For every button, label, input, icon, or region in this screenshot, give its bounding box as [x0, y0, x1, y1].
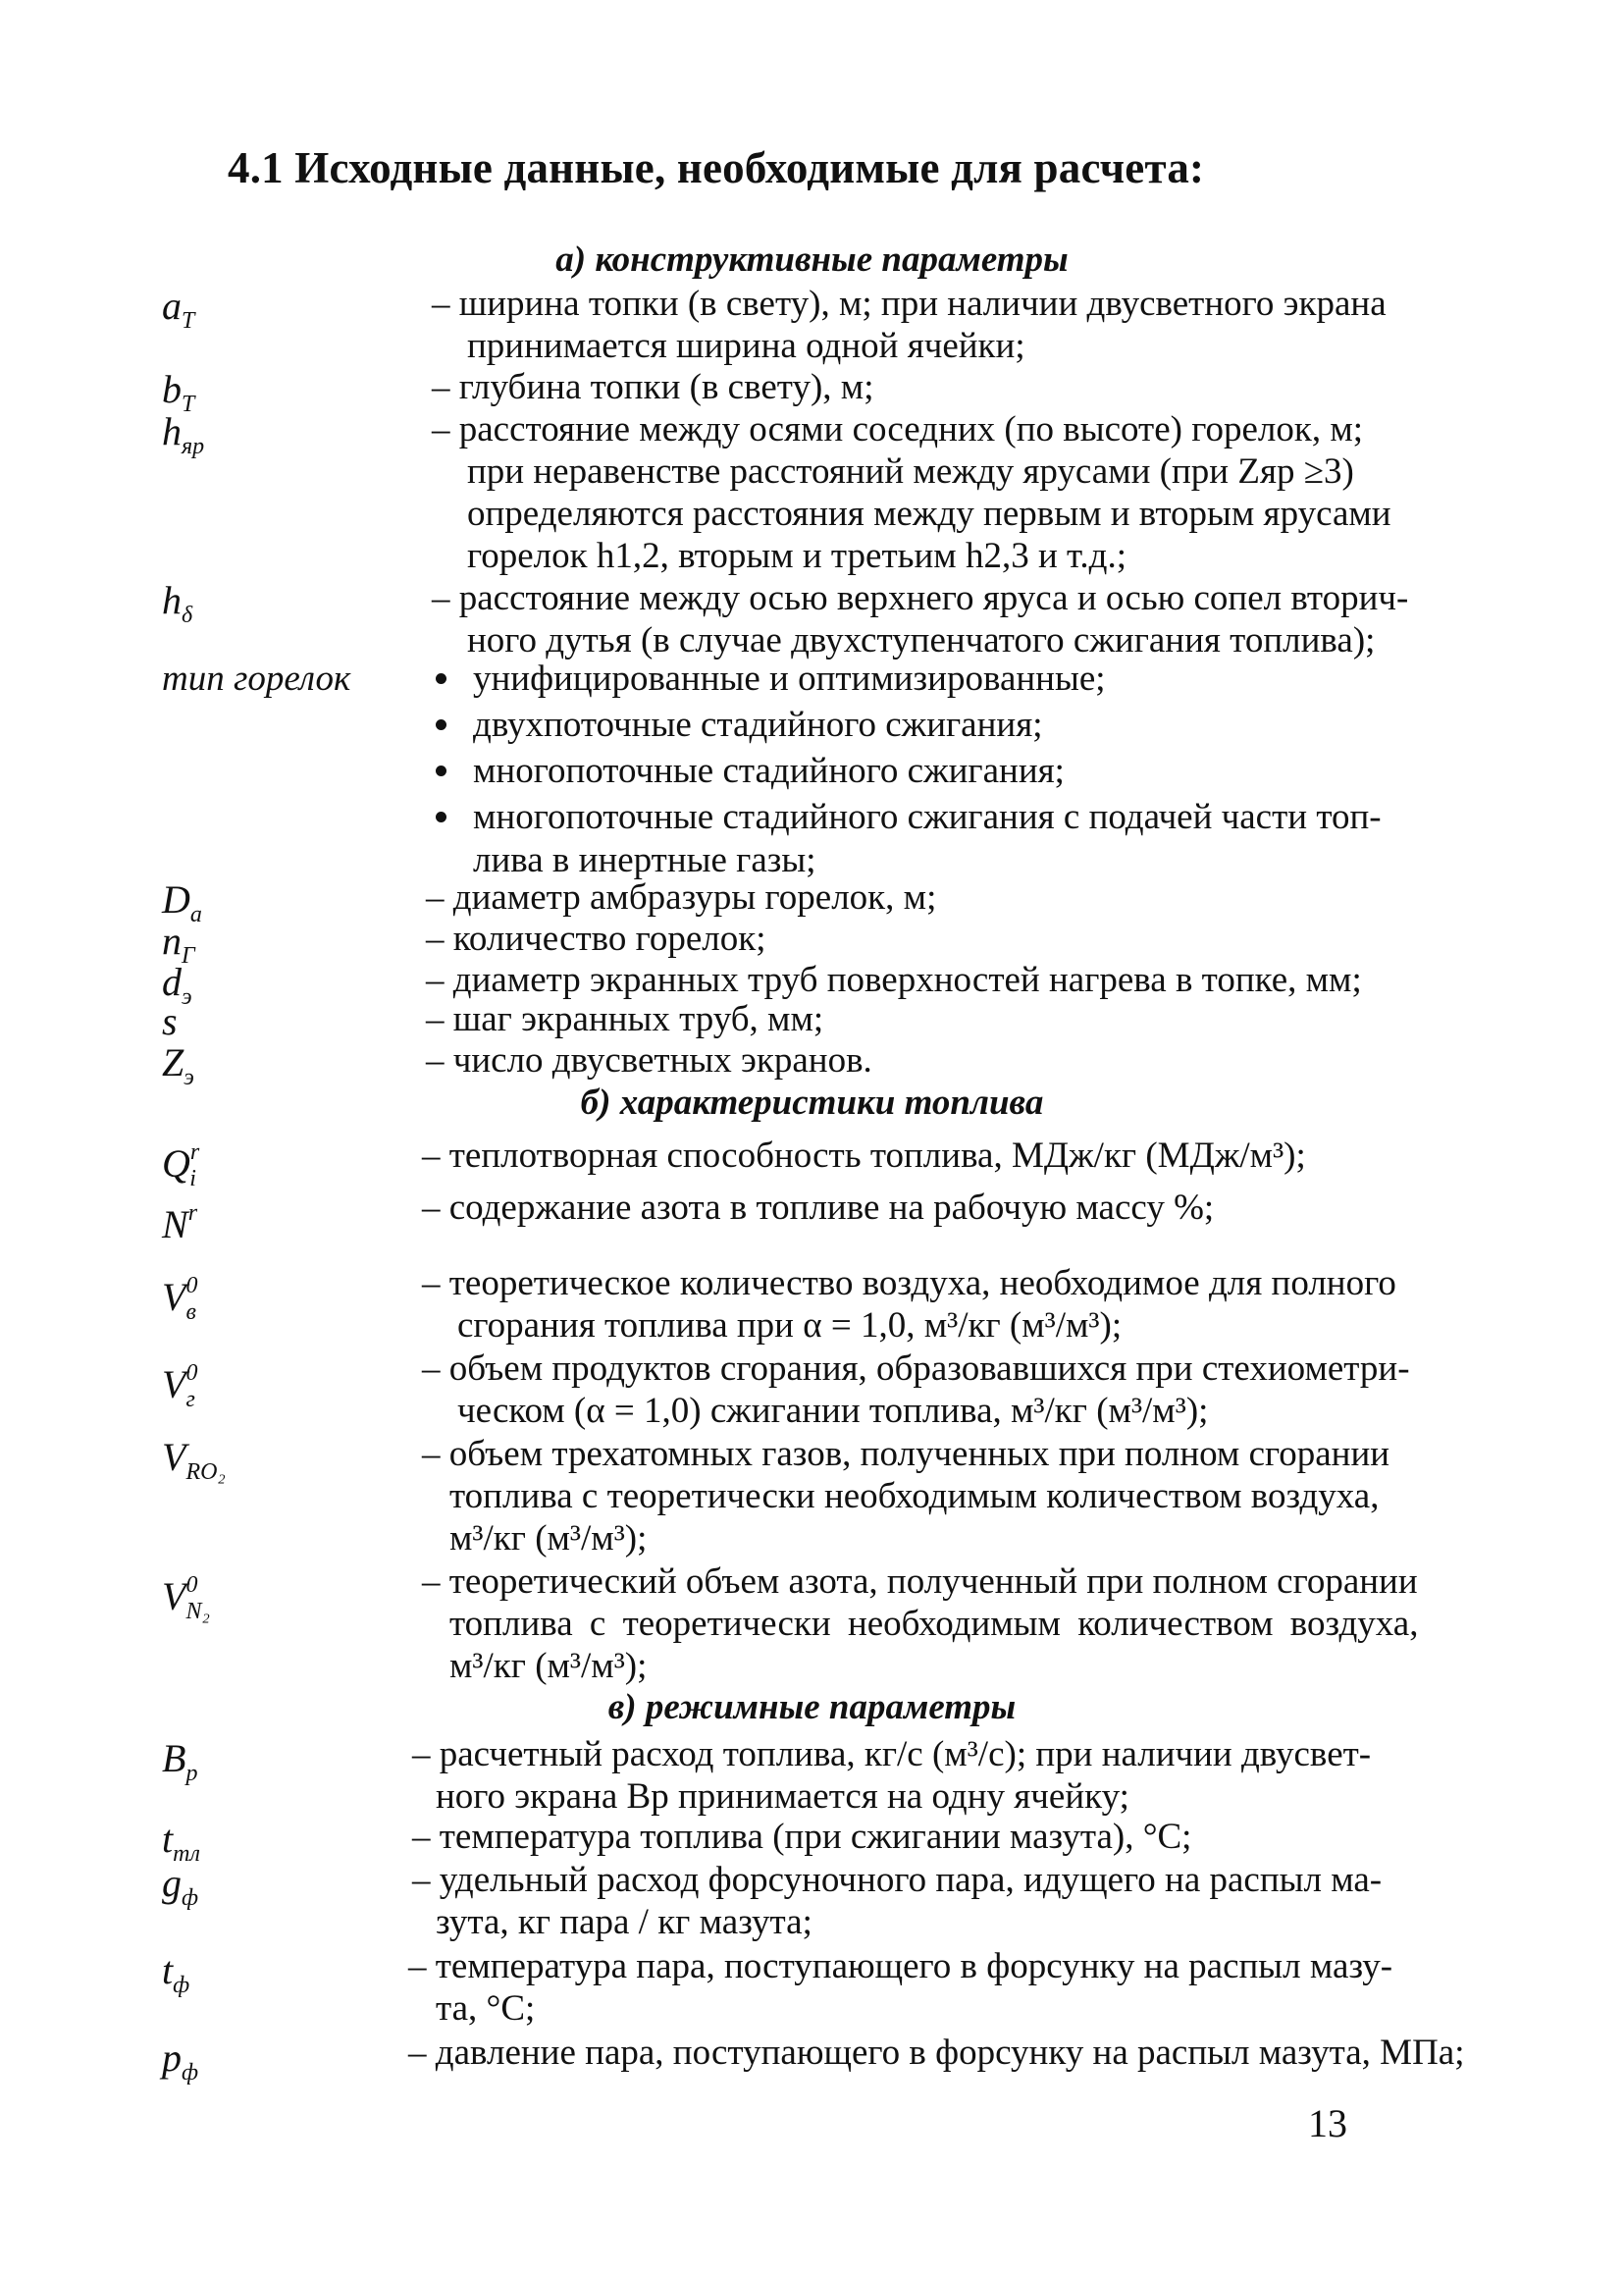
- section-title-fuel: б) характеристики топлива: [580, 1083, 1044, 1123]
- symbol-v-g: $V^0_г$: [162, 1360, 198, 1412]
- symbol-v-v: $V^0_в$: [162, 1273, 198, 1325]
- symbol-t-tl: $t_{тл}$: [162, 1817, 200, 1867]
- description-h-yar: – расстояние между осями соседних (по высоте) горелок, м; при неравенстве расстояний между ярусами (при Zяр ≥3) определяются расстояния между первым и вторым ярусами горелок h1,2, вторым и третьим h2,3 и т.д.;: [432, 409, 1391, 576]
- description-h-delta: – расстояние между осью верхнего яруса и осью сопел вторич- ного дутья (в случае двухступенчатого сжигания топлива);: [432, 578, 1409, 660]
- burner-type-item: унифицированные и оптимизированные;: [432, 658, 1382, 701]
- symbol-v-ro2: $V_{RO_2}$: [162, 1435, 226, 1485]
- symbol-h-yar: $h_{яр}$: [162, 409, 205, 459]
- description-p-f: – давление пара, поступающего в форсунку на распыл мазута, МПа;: [408, 2033, 1465, 2073]
- description-t-f: – температура пара, поступающего в форсунку на распыл мазу- та, °С;: [408, 1946, 1393, 2029]
- symbol-z-e: $Z_э$: [162, 1040, 194, 1090]
- description-v-v: – теоретическое количество воздуха, необходимое для полного сгорания топлива при α = 1,0, м³/кг (м³/м³);: [422, 1263, 1396, 1346]
- symbol-n-g: $n_Г$: [162, 919, 195, 969]
- description-q: – теплотворная способность топлива, МДж/кг (МДж/м³);: [422, 1136, 1306, 1176]
- section-title-operating: в) режимные параметры: [607, 1687, 1017, 1727]
- symbol-a-t: $a_Т$: [162, 284, 195, 334]
- description-v-g: – объем продуктов сгорания, образовавшихся при стехиометри- ческом (α = 1,0) сжигании топлива, м³/кг (м³/м³);: [422, 1348, 1410, 1431]
- symbol-q: $Q^r_i$: [162, 1139, 200, 1191]
- burner-types-list: унифицированные и оптимизированные; двухпоточные стадийного сжигания; многопоточные стадийного сжигания; многопоточные стадийного сжигания с подачей части топ- лива в инертные газы;: [432, 658, 1382, 882]
- symbol-burner-type: тип горелок: [162, 659, 351, 699]
- burner-type-item: многопоточные стадийного сжигания;: [432, 750, 1382, 793]
- description-v-n2: – теоретический объем азота, полученный при полном сгорании топлива с теоретически необходимым количеством воздуха, м³/кг (м³/м³);: [422, 1561, 1419, 1686]
- description-t-tl: – температура топлива (при сжигании мазута), °С;: [412, 1817, 1192, 1857]
- symbol-d-e: $d_э$: [162, 960, 192, 1010]
- description-b-t: – глубина топки (в свету), м;: [432, 367, 874, 407]
- burner-type-item: двухпоточные стадийного сжигания;: [432, 704, 1382, 747]
- symbol-v-n2: $V^0_{N_2}$: [162, 1572, 210, 1624]
- symbol-g-f: $g_ф$: [162, 1861, 199, 1911]
- symbol-n-r: $N^r$: [162, 1200, 198, 1246]
- description-a-t: – ширина топки (в свету), м; при наличии двусветного экрана принимается ширина одной ячейки;: [432, 284, 1387, 366]
- description-s: – шаг экранных труб, мм;: [426, 999, 824, 1039]
- symbol-s: s: [162, 999, 178, 1043]
- description-g-f: – удельный расход форсуночного пара, идущего на распыл ма- зута, кг пара / кг мазута;: [412, 1860, 1383, 1942]
- burner-type-item: многопоточные стадийного сжигания с подачей части топ-: [432, 796, 1382, 839]
- description-d-e: – диаметр экранных труб поверхностей нагрева в топке, мм;: [426, 960, 1362, 1000]
- description-d-a: – диаметр амбразуры горелок, м;: [426, 877, 937, 918]
- symbol-b-t: $b_Т$: [162, 367, 195, 417]
- description-n-r: – содержание азота в топливе на рабочую массу %;: [422, 1188, 1215, 1228]
- description-v-ro2: – объем трехатомных газов, полученных при полном сгорании топлива с теоретически необходимым количеством воздуха, м³/кг (м³/м³);: [422, 1434, 1390, 1559]
- symbol-p-f: $p_ф$: [162, 2035, 199, 2086]
- symbol-b-p: $B_р$: [162, 1736, 198, 1786]
- page-title: 4.1 Исходные данные, необходимые для расчета:: [228, 143, 1205, 192]
- description-b-p: – расчетный расход топлива, кг/с (м³/с); при наличии двусвет- ного экрана Bр принимается на одну ячейку;: [412, 1734, 1372, 1817]
- symbol-h-delta: $h_\delta$: [162, 578, 193, 628]
- description-z-e: – число двусветных экранов.: [426, 1040, 872, 1081]
- symbol-t-f: $t_ф$: [162, 1948, 190, 1998]
- page-number: 13: [1308, 2101, 1347, 2145]
- symbol-d-a: $D_а$: [162, 877, 202, 927]
- description-n-g: – количество горелок;: [426, 919, 766, 959]
- section-title-constructive: а) конструктивные параметры: [555, 239, 1069, 280]
